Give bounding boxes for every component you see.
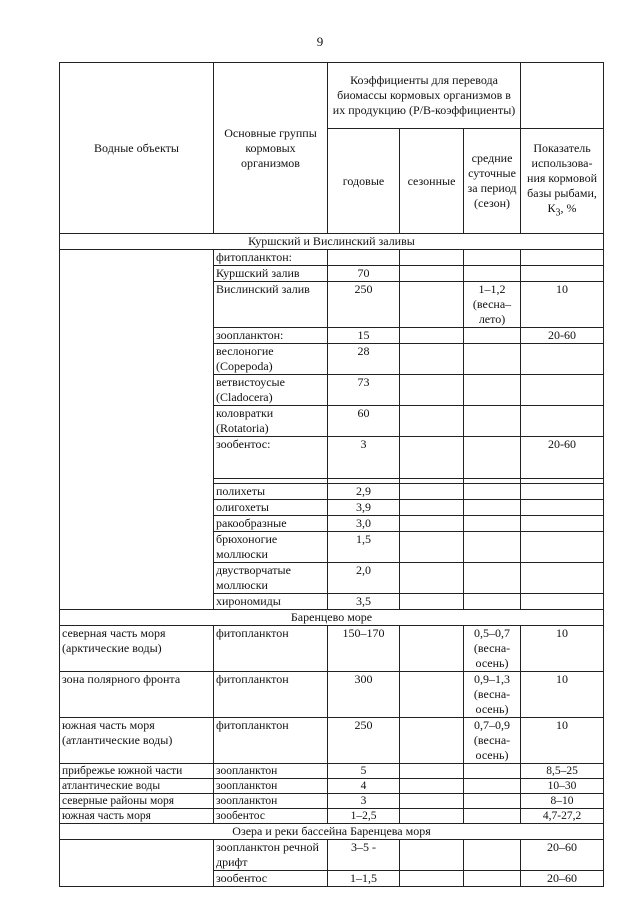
- seasonal-cell: [400, 794, 464, 809]
- daily-cell: [464, 871, 521, 887]
- daily-cell: [464, 532, 521, 563]
- group-cell: фитопланктон: [214, 718, 328, 764]
- group-cell: зоопланктон: [214, 779, 328, 794]
- daily-cell: [464, 516, 521, 532]
- seasonal-cell: [400, 779, 464, 794]
- daily-cell: 0,5–0,7 (весна-осень): [464, 626, 521, 672]
- annual-cell: 60: [328, 406, 400, 437]
- seasonal-cell: [400, 594, 464, 610]
- seasonal-cell: [400, 871, 464, 887]
- annual-cell: 250: [328, 282, 400, 328]
- group-cell: зообентос:: [214, 437, 328, 479]
- annual-cell: 250: [328, 718, 400, 764]
- daily-cell: [464, 809, 521, 824]
- annual-cell: 3,0: [328, 516, 400, 532]
- group-cell: зоопланктон речной дрифт: [214, 840, 328, 871]
- group-cell: фитопланктон:: [214, 250, 328, 266]
- k3-cell: [521, 250, 604, 266]
- table-row: [60, 250, 604, 266]
- header-k3-text: Показатель использова-ния кормовой базы рыбами, К: [527, 141, 598, 216]
- table-row: [60, 779, 604, 794]
- group-cell: ракообразные: [214, 516, 328, 532]
- daily-cell: [464, 484, 521, 500]
- page-number: 9: [316, 34, 324, 49]
- annual-cell: 70: [328, 266, 400, 282]
- section-title-kurshsky: Куршский и Вислинский заливы: [60, 234, 604, 250]
- header-daily-average: средние суточные за период (сезон): [464, 129, 521, 234]
- daily-cell: [464, 840, 521, 871]
- daily-cell: [464, 406, 521, 437]
- annual-cell: 2,9: [328, 484, 400, 500]
- table-row: [60, 672, 604, 718]
- group-cell: двустворчатые моллюски: [214, 563, 328, 594]
- annual-cell: 2,0: [328, 563, 400, 594]
- daily-cell: [464, 594, 521, 610]
- k3-cell: 20-60: [521, 328, 604, 344]
- group-cell: хирономиды: [214, 594, 328, 610]
- annual-cell: 3–5 -: [328, 840, 400, 871]
- seasonal-cell: [400, 266, 464, 282]
- daily-cell: 0,7–0,9 (весна-осень): [464, 718, 521, 764]
- k3-cell: [521, 484, 604, 500]
- group-cell: ветвистоусые (Cladocera): [214, 375, 328, 406]
- k3-cell: [521, 516, 604, 532]
- group-cell: коловратки (Rotatoria): [214, 406, 328, 437]
- header-main-groups: Основные группы кормовых организмов: [214, 63, 328, 234]
- k3-cell: 10: [521, 718, 604, 764]
- daily-cell: 0,9–1,3 (весна-осень): [464, 672, 521, 718]
- annual-cell: 5: [328, 764, 400, 779]
- group-cell: олигохеты: [214, 500, 328, 516]
- k3-cell: 4,7-27,2: [521, 809, 604, 824]
- water-object-cell: атлантические воды: [60, 779, 214, 794]
- group-cell: брюхоногие моллюски: [214, 532, 328, 563]
- seasonal-cell: [400, 809, 464, 824]
- seasonal-cell: [400, 840, 464, 871]
- seasonal-cell: [400, 375, 464, 406]
- daily-cell: [464, 563, 521, 594]
- k3-cell: 10–30: [521, 779, 604, 794]
- group-cell: Куршский залив: [214, 266, 328, 282]
- section-row: [60, 824, 604, 840]
- daily-cell: [464, 794, 521, 809]
- group-cell: зообентос: [214, 871, 328, 887]
- water-object-cell: прибрежье южной части: [60, 764, 214, 779]
- seasonal-cell: [400, 282, 464, 328]
- seasonal-cell: [400, 718, 464, 764]
- seasonal-cell: [400, 626, 464, 672]
- table-row: [60, 840, 604, 871]
- daily-cell: [464, 764, 521, 779]
- k3-cell: [521, 344, 604, 375]
- table-row: [60, 794, 604, 809]
- k3-cell: [521, 266, 604, 282]
- header-blank: [521, 63, 604, 129]
- seasonal-cell: [400, 437, 464, 479]
- annual-cell: 1–1,5: [328, 871, 400, 887]
- seasonal-cell: [400, 328, 464, 344]
- seasonal-cell: [400, 672, 464, 718]
- seasonal-cell: [400, 250, 464, 266]
- daily-cell: [464, 250, 521, 266]
- group-cell: Вислинский залив: [214, 282, 328, 328]
- annual-cell: 4: [328, 779, 400, 794]
- k3-cell: [521, 563, 604, 594]
- k3-cell: 10: [521, 626, 604, 672]
- annual-cell: [328, 250, 400, 266]
- k3-cell: 10: [521, 672, 604, 718]
- annual-cell: 300: [328, 672, 400, 718]
- k3-cell: 8,5–25: [521, 764, 604, 779]
- section-title-barents: Баренцево море: [60, 610, 604, 626]
- k3-cell: [521, 375, 604, 406]
- daily-cell: [464, 328, 521, 344]
- seasonal-cell: [400, 563, 464, 594]
- annual-cell: 3,5: [328, 594, 400, 610]
- k3-cell: [521, 594, 604, 610]
- group-cell: зоопланктон: [214, 764, 328, 779]
- coefficients-table: [59, 62, 604, 887]
- seasonal-cell: [400, 344, 464, 375]
- header-k3: [521, 129, 604, 234]
- water-object-cell: северная часть моря (арктические воды): [60, 626, 214, 672]
- header-coefficients: Коэффициенты для перевода биомассы кормовых организмов в их продукцию (Р/В-коэффициенты): [328, 63, 521, 129]
- seasonal-cell: [400, 500, 464, 516]
- water-object-cell: [60, 840, 214, 887]
- group-cell: зоопланктон: [214, 794, 328, 809]
- group-cell: полихеты: [214, 484, 328, 500]
- table-row: [60, 809, 604, 824]
- water-object-cell: южная часть моря: [60, 809, 214, 824]
- water-object-cell: зона полярного фронта: [60, 672, 214, 718]
- header-water-bodies: Водные объекты: [60, 63, 214, 234]
- k3-cell: 10: [521, 282, 604, 328]
- daily-cell: 1–1,2 (весна–лето): [464, 282, 521, 328]
- seasonal-cell: [400, 764, 464, 779]
- k3-cell: [521, 532, 604, 563]
- annual-cell: 15: [328, 328, 400, 344]
- daily-cell: [464, 344, 521, 375]
- water-object-cell: северные районы моря: [60, 794, 214, 809]
- daily-cell: [464, 779, 521, 794]
- seasonal-cell: [400, 406, 464, 437]
- section-row: [60, 610, 604, 626]
- k3-cell: [521, 500, 604, 516]
- k3-cell: 20–60: [521, 871, 604, 887]
- k3-cell: [521, 406, 604, 437]
- k3-cell: 8–10: [521, 794, 604, 809]
- group-cell: фитопланктон: [214, 626, 328, 672]
- annual-cell: 73: [328, 375, 400, 406]
- header-k3-unit: , %: [560, 201, 577, 216]
- header-annual: годовые: [328, 129, 400, 234]
- annual-cell: 3: [328, 437, 400, 479]
- k3-cell: 20–60: [521, 840, 604, 871]
- annual-cell: 1,5: [328, 532, 400, 563]
- table-row: [60, 626, 604, 672]
- header-k3-subscript: 3: [555, 207, 561, 219]
- annual-cell: 3: [328, 794, 400, 809]
- water-object-cell: южная часть моря (атлантические воды): [60, 718, 214, 764]
- annual-cell: 3,9: [328, 500, 400, 516]
- daily-cell: [464, 266, 521, 282]
- table-row: [60, 764, 604, 779]
- group-cell: зообентос: [214, 809, 328, 824]
- header-seasonal: сезонные: [400, 129, 464, 234]
- seasonal-cell: [400, 532, 464, 563]
- daily-cell: [464, 375, 521, 406]
- section-title-lakes: Озера и реки бассейна Баренцева моря: [60, 824, 604, 840]
- water-object-cell: [60, 250, 214, 610]
- daily-cell: [464, 500, 521, 516]
- k3-cell: 20-60: [521, 437, 604, 479]
- seasonal-cell: [400, 484, 464, 500]
- group-cell: веслоногие (Copepoda): [214, 344, 328, 375]
- daily-cell: [464, 437, 521, 479]
- annual-cell: 1–2,5: [328, 809, 400, 824]
- section-row: [60, 234, 604, 250]
- annual-cell: 28: [328, 344, 400, 375]
- group-cell: фитопланктон: [214, 672, 328, 718]
- table-row: [60, 718, 604, 764]
- annual-cell: 150–170: [328, 626, 400, 672]
- group-cell: зоопланктон:: [214, 328, 328, 344]
- seasonal-cell: [400, 516, 464, 532]
